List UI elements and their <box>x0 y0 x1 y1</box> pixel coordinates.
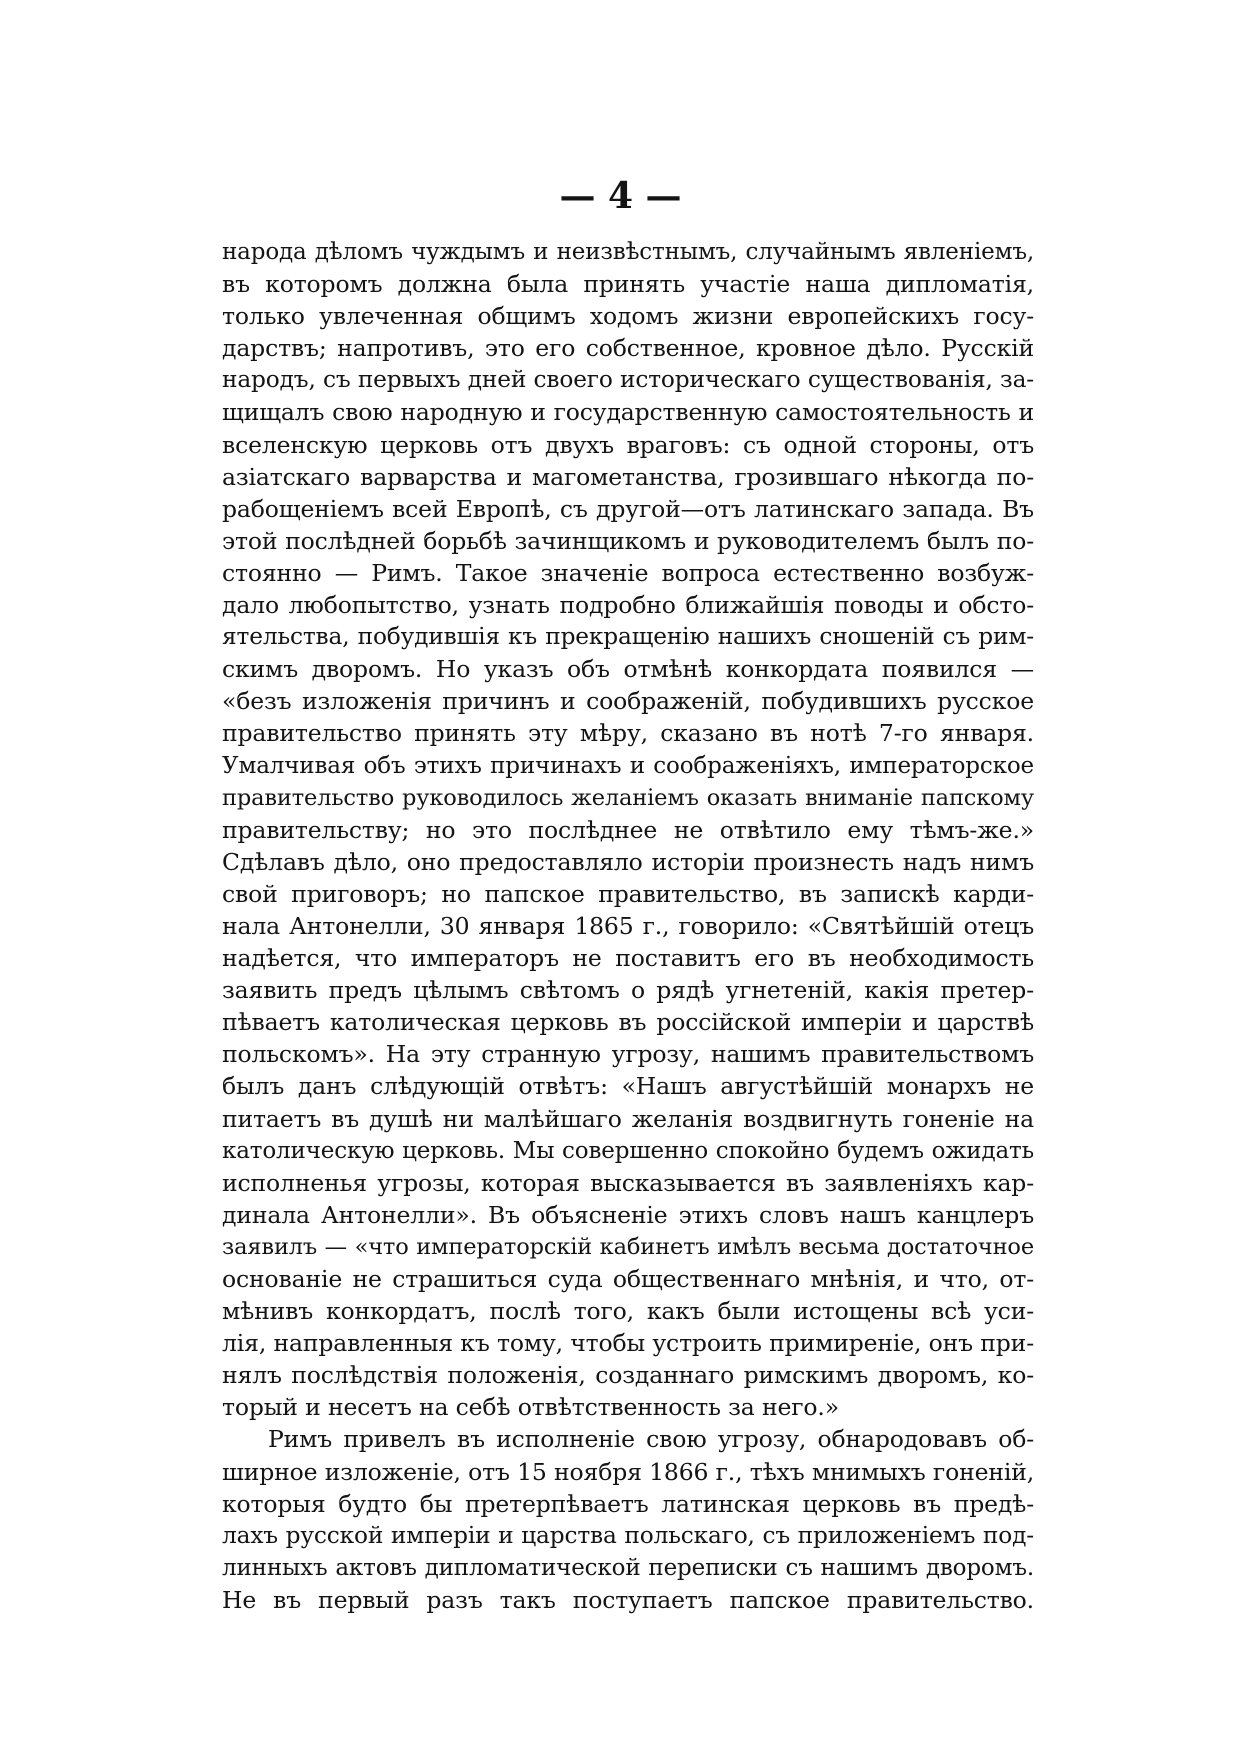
text-line: «безъ изложенія причинъ и соображеній, побудившихъ русское <box>222 687 1034 716</box>
text-line: нала Антонелли, 30 января 1865 г., говорило: «Святѣйшій отецъ <box>222 911 1034 940</box>
text-line: правительство руководилось желаніемъ оказать вниманіе папскому <box>222 784 1034 811</box>
text-line: народъ, съ первыхъ дней своего историческаго существованія, за- <box>222 366 1034 394</box>
text-line: дало любопытство, узнать подробно ближайшія поводы и обсто- <box>222 591 1034 620</box>
text-line: заявить предъ цѣлымъ свѣтомъ о рядѣ угнетеній, какія претер- <box>222 976 1034 1005</box>
text-line: только увлеченная общимъ ходомъ жизни европейскихъ госу- <box>222 302 1034 331</box>
text-line: въ которомъ должна была принять участіе наша дипломатія, <box>222 270 1034 299</box>
text-line: лахъ русской имперіи и царства польскаго, съ приложеніемъ под- <box>222 1521 1034 1549</box>
text-line: стоянно — Римъ. Такое значеніе вопроса естественно возбуж- <box>222 558 1034 587</box>
text-line: надѣется, что императоръ не поставитъ его въ необходимость <box>222 944 1034 973</box>
text-line: щищалъ свою народную и государственную самостоятельность и <box>222 398 1034 427</box>
page-number: — 4 — <box>559 175 682 217</box>
text-line: динала Антонелли». Въ объясненіе этихъ словъ нашъ канцлеръ <box>222 1200 1034 1229</box>
text-line: католическую церковь. Мы совершенно спокойно будемъ ожидать <box>222 1137 1034 1164</box>
text-line: заявилъ — «что императорскій кабинетъ имѣлъ весьма достаточное <box>222 1233 1034 1260</box>
text-line: дарствъ; напротивъ, это его собственное, кровное дѣло. Русскій <box>222 334 1034 363</box>
text-line: линныхъ актовъ дипломатической переписки съ нашимъ дворомъ. <box>222 1554 1034 1581</box>
text-line: свой приговоръ; но папское правительство, въ запискѣ карди- <box>222 879 1034 908</box>
text-line: Римъ привелъ въ исполненіе свою угрозу, обнародовавъ об- <box>268 1425 1034 1454</box>
text-line: пѣваетъ католическая церковь въ россійской имперіи и царствѣ <box>222 1008 1034 1037</box>
text-line: правительству; но это послѣднее не отвѣтило ему тѣмъ-же.» <box>222 815 1034 844</box>
text-line: этой послѣдней борьбѣ зачинщикомъ и руководителемъ былъ по- <box>222 526 1034 555</box>
text-line: рабощеніемъ всей Европѣ, съ другой—отъ латинскаго запада. Въ <box>222 494 1034 523</box>
text-line: питаетъ въ душѣ ни малѣйшаго желанія воздвигнуть гоненіе на <box>222 1104 1034 1133</box>
text-line: нялъ послѣдствія положенія, созданнаго римскимъ дворомъ, ко- <box>222 1361 1034 1390</box>
text-line: основаніе не страшиться суда общественнаго мнѣнія, и что, от- <box>222 1265 1034 1293</box>
text-line: исполненья угрозы, которая высказывается въ заявленіяхъ кар- <box>222 1168 1034 1197</box>
text-line: Умалчивая объ этихъ причинахъ и соображеніяхъ, императорское <box>222 752 1034 779</box>
body-text <box>222 236 1034 1616</box>
text-line: торый и несетъ на себѣ отвѣтственность за него.» <box>222 1393 839 1422</box>
text-line: скимъ дворомъ. Но указъ объ отмѣнѣ конкордата появился — <box>222 655 1034 684</box>
text-line: мѣнивъ конкордатъ, послѣ того, какъ были истощены всѣ уси- <box>222 1297 1034 1326</box>
text-line: которыя будто бы претерпѣваетъ латинская церковь въ предѣ- <box>222 1489 1034 1518</box>
text-line: правительство принять эту мѣру, сказано въ нотѣ 7-го января. <box>222 719 1034 748</box>
paragraph <box>222 236 1034 1423</box>
text-line: былъ данъ слѣдующій отвѣтъ: «Нашъ августѣйшій монархъ не <box>222 1072 1034 1101</box>
text-line: лія, направленныя къ тому, чтобы устроить примиреніе, онъ при- <box>222 1329 1034 1358</box>
text-line: вселенскую церковь отъ двухъ враговъ: съ одной стороны, отъ <box>222 430 1034 459</box>
text-line: азіатскаго варварства и магометанства, грозившаго нѣкогда по- <box>222 462 1034 491</box>
text-line: народа дѣломъ чуждымъ и неизвѣстнымъ, случайнымъ явленіемъ, <box>222 239 1034 265</box>
text-line: ширное изложеніе, отъ 15 ноября 1866 г., тѣхъ мнимыхъ гоненій, <box>222 1457 1034 1486</box>
text-line: ятельства, побудившія къ прекращенію нашихъ сношеній съ рим- <box>222 623 1034 651</box>
paragraph <box>222 1423 1034 1616</box>
text-line: Не въ первый разъ такъ поступаетъ папское правительство. <box>222 1585 1034 1614</box>
text-line: польскомъ». На эту странную угрозу, нашимъ правительствомъ <box>222 1040 1034 1069</box>
text-line: Сдѣлавъ дѣло, оно предоставляло исторіи произнесть надъ нимъ <box>222 847 1034 876</box>
